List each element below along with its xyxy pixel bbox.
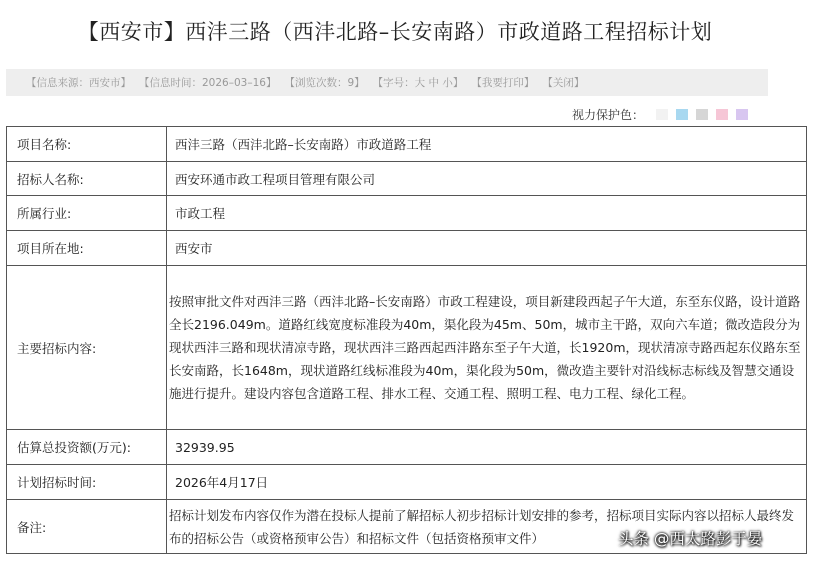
row-key: 备注: bbox=[7, 500, 167, 554]
table-row bbox=[7, 465, 807, 500]
close-link[interactable]: 【关闭】 bbox=[542, 77, 585, 89]
color-swatch-4[interactable] bbox=[736, 109, 748, 120]
print-link[interactable]: 【我要打印】 bbox=[471, 77, 535, 89]
color-swatch-0[interactable] bbox=[656, 109, 668, 120]
table-row bbox=[7, 127, 807, 162]
table-row bbox=[7, 162, 807, 196]
row-value: 西沣三路（西沣北路–长安南路）市政道路工程 bbox=[167, 127, 807, 162]
color-swatch-3[interactable] bbox=[716, 109, 728, 120]
row-value: 按照审批文件对西沣三路（西沣北路–长安南路）市政工程建设，项目新建段西起子午大道，东至东仪路，设计道路全长2196.049m。道路红线宽度标准段为40m，渠化段为45m、50m，城市主干路，双向六车道；微改造段分为现状西沣三路和现状清凉寺路，现状西沣三路西起西沣路东至子午大道，长1920m，现状清凉寺路西起东仪路东至长安南路，长1648m，现状道路红线标准段为40m，渠化段为50m，微改造主要针对沿线标志标线及智慧交通设施进行提升。建设内容包含道路工程、排水工程、交通工程、照明工程、电力工程、绿化工程。 bbox=[167, 266, 807, 430]
row-value: 市政工程 bbox=[167, 196, 807, 231]
eye-protection-label: 视力保护色： bbox=[571, 108, 644, 122]
row-key: 项目名称: bbox=[7, 127, 167, 162]
info-time: 【信息时间：2026–03–16】 bbox=[139, 77, 277, 89]
row-key: 主要招标内容: bbox=[7, 266, 167, 430]
info-source: 【信息来源：西安市】 bbox=[26, 77, 131, 89]
row-key: 招标人名称: bbox=[7, 162, 167, 196]
color-swatch-2[interactable] bbox=[696, 109, 708, 120]
row-key: 估算总投资额(万元): bbox=[7, 430, 167, 465]
color-swatch-1[interactable] bbox=[676, 109, 688, 120]
info-bar bbox=[6, 69, 768, 96]
row-value: 西安环通市政工程项目管理有限公司 bbox=[167, 162, 807, 196]
watermark: 头条 @西太路彭于晏 bbox=[618, 530, 763, 548]
table-row bbox=[7, 266, 807, 430]
row-value: 32939.95 bbox=[167, 430, 807, 465]
row-value: 招标计划发布内容仅作为潜在投标人提前了解招标人初步招标计划安排的参考，招标项目实际内容以招标人最终发布的招标公告（或资格预审公告）和招标文件（包括资格预审文件） bbox=[167, 500, 807, 554]
row-key: 项目所在地: bbox=[7, 231, 167, 266]
row-value: 2026年4月17日 bbox=[167, 465, 807, 500]
table-row bbox=[7, 430, 807, 465]
info-views: 【浏览次数：9】 bbox=[284, 77, 365, 89]
font-size-control[interactable]: 【字号：大 中 小】 bbox=[372, 77, 464, 89]
row-key: 计划招标时间: bbox=[7, 465, 167, 500]
row-value: 西安市 bbox=[167, 231, 807, 266]
eye-protection-colors bbox=[572, 106, 756, 123]
row-key: 所属行业: bbox=[7, 196, 167, 231]
table-row bbox=[7, 231, 807, 266]
table-row bbox=[7, 196, 807, 231]
tender-info-table bbox=[6, 126, 807, 554]
page-title: 【西安市】西沣三路（西沣北路–长安南路）市政道路工程招标计划 bbox=[77, 20, 713, 44]
